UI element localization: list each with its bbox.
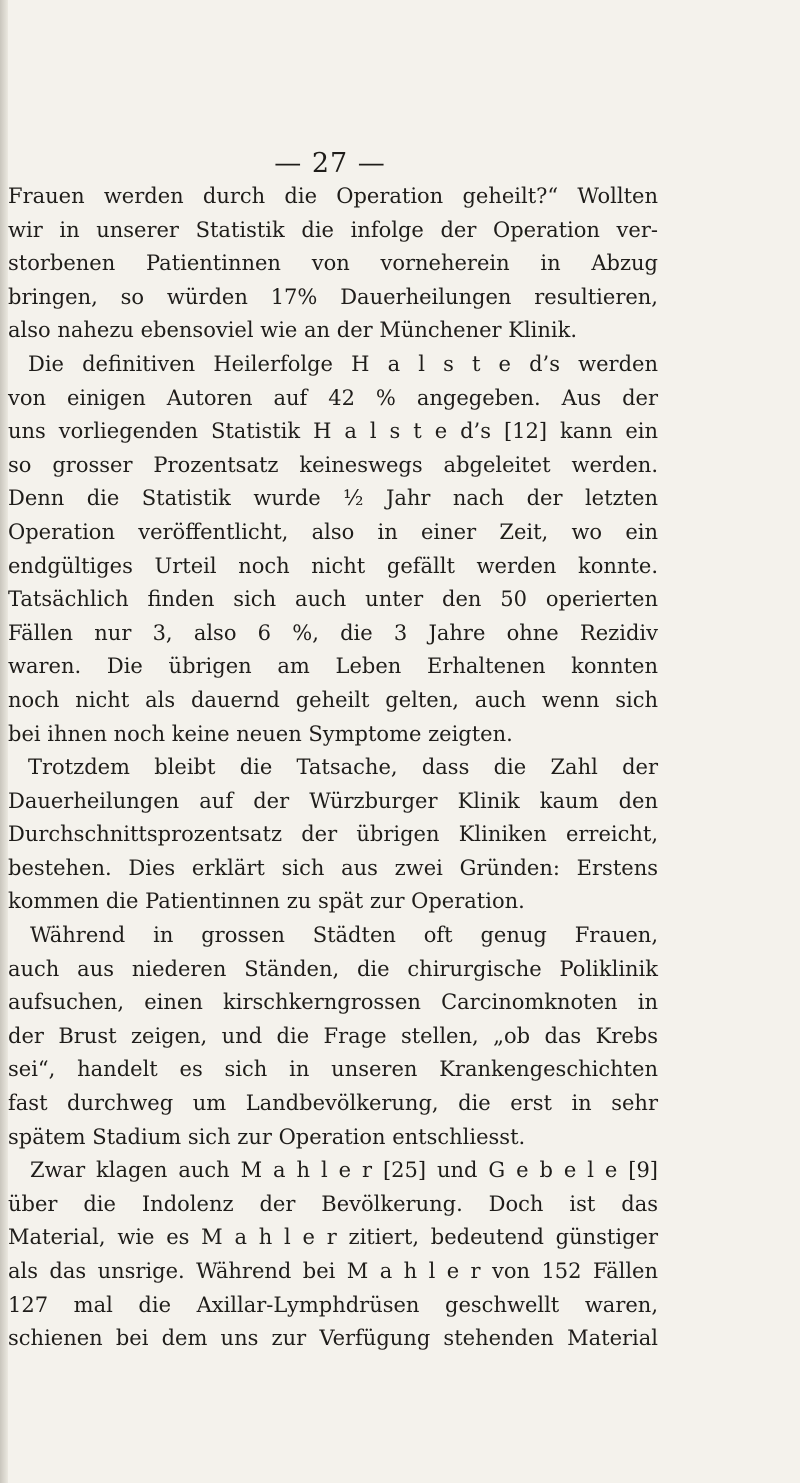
text-line: so grosser Prozentsatz keineswegs abgeleitet werden. (8, 452, 658, 477)
text-line: Die definitiven Heilerfolge H a l s t e d’s werden (28, 351, 658, 376)
text-line: Während in grossen Städten oft genug Frauen, (30, 923, 658, 948)
text-line: storbenen Patientinnen von vorneherein in Abzug (8, 251, 658, 276)
text-line: Dauerheilungen auf der Würzburger Klinik kaum den (8, 788, 658, 813)
body-text (8, 180, 658, 1356)
text-line: kommen die Patientinnen zu spät zur Operation. (8, 889, 525, 914)
text-line: fast durchweg um Landbevölkerung, die erst in sehr (8, 1091, 658, 1116)
text-line: Durchschnittsprozentsatz der übrigen Kliniken erreicht, (8, 822, 658, 847)
text-line: Material, wie es M a h l e r zitiert, bedeutend günstiger (8, 1225, 658, 1250)
text-line: Fällen nur 3, also 6 %, die 3 Jahre ohne Rezidiv (8, 620, 658, 645)
page-number: — 27 — (274, 148, 386, 179)
text-line: bei ihnen noch keine neuen Symptome zeigten. (8, 721, 513, 746)
text-line: bringen, so würden 17% Dauerheilungen resultieren, (8, 284, 658, 309)
text-line: Tatsächlich finden sich auch unter den 50 operierten (8, 587, 658, 612)
page-gutter (0, 0, 8, 1483)
text-line: auch aus niederen Ständen, die chirurgische Poliklinik (8, 956, 658, 981)
text-line: 127 mal die Axillar-Lymphdrüsen geschwellt waren, (8, 1292, 658, 1317)
text-line: spätem Stadium sich zur Operation entschliesst. (8, 1124, 526, 1149)
text-line: über die Indolenz der Bevölkerung. Doch ist das (8, 1191, 658, 1216)
text-line: endgültiges Urteil noch nicht gefällt werden konnte. (8, 553, 658, 578)
text-line: noch nicht als dauernd geheilt gelten, auch wenn sich (8, 687, 658, 712)
text-line: also nahezu ebensoviel wie an der Münchener Klinik. (8, 318, 578, 343)
text-line: der Brust zeigen, und die Frage stellen, „ob das Krebs (8, 1023, 658, 1048)
text-line: bestehen. Dies erklärt sich aus zwei Gründen: Erstens (8, 855, 658, 880)
text-line: sei“, handelt es sich in unseren Krankengeschichten (8, 1057, 658, 1082)
text-line: waren. Die übrigen am Leben Erhaltenen konnten (8, 654, 658, 679)
text-line: wir in unserer Statistik die infolge der Operation ver- (8, 217, 658, 242)
text-line: als das unsrige. Während bei M a h l e r von 152 Fällen (8, 1259, 658, 1283)
text-line: Trotzdem bleibt die Tatsache, dass die Zahl der (28, 755, 658, 780)
text-line: Denn die Statistik wurde ½ Jahr nach der letzten (8, 486, 658, 511)
text-line: Zwar klagen auch M a h l e r [25] und G e b e l e [9] (30, 1158, 658, 1183)
text-line: Operation veröffentlicht, also in einer Zeit, wo ein (8, 519, 658, 544)
text-line: aufsuchen, einen kirschkerngrossen Carcinomknoten in (8, 990, 658, 1015)
text-line: uns vorliegenden Statistik H a l s t e d’s [12] kann ein (8, 419, 658, 444)
text-line: Frauen werden durch die Operation geheilt?“ Wollten (8, 184, 658, 208)
text-line: schienen bei dem uns zur Verfügung stehenden Material (8, 1326, 658, 1351)
text-line: von einigen Autoren auf 42 % angegeben. Aus der (8, 385, 658, 410)
